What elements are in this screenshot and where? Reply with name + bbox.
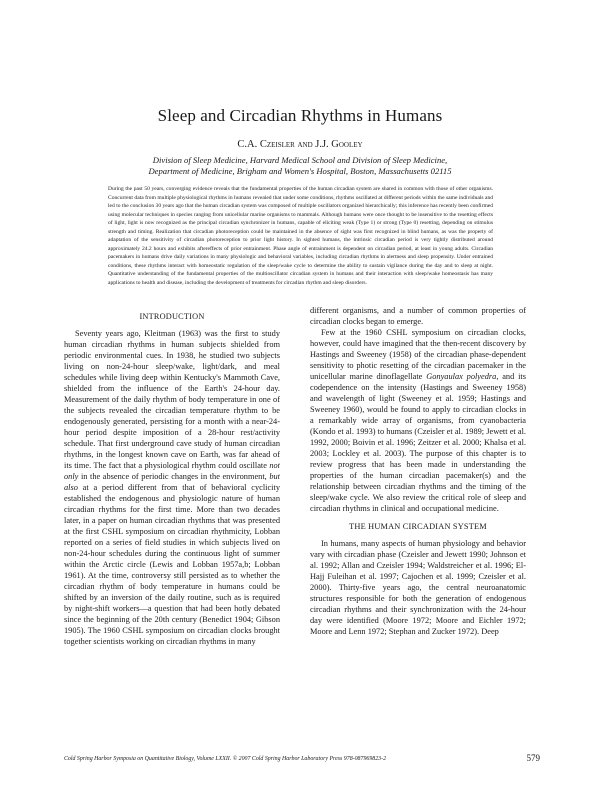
intro-text-a: Seventy years ago, Kleitman (1963) was the first to study human circadian rhythms in human subjects shielded from periodic environmental cues. In 1938, he studied two subjects living on non-24-hour sleep/wake, light/dark, and meal schedules while living deep within Kentucky's Mammoth Cave, shielded from the influence of the Earth's 24-hour day. Measurement of the daily rhythm of body temperature in one of the subjects revealed the circadian temperature rhythm to be endogenously generated, persisting for a month with a near-24-hour period despite imposition of a 28-hour rest/activity schedule. That first underground cave study of human circadian rhythms, in the longest known cave on Earth, was far ahead of its time. The fact that a physiological rhythm could oscillate — [64, 329, 280, 471]
page-number: 579 — [526, 753, 540, 763]
introduction-heading: INTRODUCTION — [139, 312, 205, 321]
journal-footer: Cold Spring Harbor Symposia on Quantitative Biology, Volume LXXII. © 2007 Cold Spring Harbor Laboratory Press 978-087969823-2 — [64, 756, 387, 762]
intro-text-c: at a period different from that of behavioral cyclicity established the endogenous and physiologic nature of human circadian rhythms for the first time. More than two decades later, in a paper on human circadian rhythms that was presented at the first CSHL symposium on circadian rhythmicity, Lobban reported on a series of field studies in which subjects lived on non-24-hour schedules during the continuous light of summer within the Arctic circle (Lewis and Lobban 1957a,b; Lobban 1961). At the time, controversy still persisted as to whether the circadian rhythm of body temperature in humans could be shifted by an inversion of the daily routine, such as is required by night-shift workers—a question that had been hotly debated since the beginning of the 20th century (Benedict 1904; Gibson 1905). The 1960 CSHL symposium on circadian clocks brought together scientists working on circadian rhythms in many — [64, 483, 280, 647]
affiliation-line-1: Division of Sleep Medicine, Harvard Medical School and Division of Sleep Medicine, — [152, 155, 448, 165]
hastings-text-a: Few at the 1960 CSHL symposium on circadian clocks, however, could have imagined that the then-recent discovery by Hastings and Sweeney (1958) of the circadian phase-dependent sensitivity to photic resetting of the circadian pacemaker in the unicellular marine dinoflagellate — [310, 328, 526, 382]
species-name: Gonyaulax polyedra — [426, 372, 497, 382]
left-column — [64, 311, 280, 647]
intro-text-b: in the absence of periodic changes in the environment, — [78, 472, 270, 482]
affiliation-line-2: Department of Medicine, Brigham and Women's Hospital, Boston, Massachusetts 02115 — [148, 166, 452, 176]
intro-paragraph — [64, 328, 280, 647]
circadian-system-heading: THE HUMAN CIRCADIAN SYSTEM — [349, 522, 487, 532]
author-line: C.A. Czeisler and J.J. Gooley — [237, 139, 363, 150]
circadian-system-paragraph: In humans, many aspects of human physiology and behavior vary with circadian phase (Czeisler and Jewett 1990; Johnson et al. 1992; Allan and Czeisler 1994; Waldstreicher et al. 1996; El-Hajj Fuleihan et al. 1997; Cajochen et al. 1999; Czeisler et al. 2000). Thirty-five years ago, the central neuroanatomic structures responsible for both the generation of endogenous circadian rhythms and their synchronization with the 24-hour day were identified (Moore 1972; Moore and Eichler 1972; Moore and Lenn 1972; Stephan and Zucker 1972). Deep — [310, 539, 526, 637]
continued-paragraph: different organisms, and a number of common properties of circadian clocks began to emerge. — [310, 306, 526, 327]
hastings-text-b: , and its codependence on the intensity (Hastings and Sweeney 1958) and wavelength of light (Sweeney et al. 1959; Hastings and Sweeney 1960), would be found to apply to circadian clocks in a remarkably wide array of organisms, from cyanobacteria (Kondo et al. 1993) to humans (Czeisler et al. 1989; Jewett et al. 1992, 2000; Boivin et al. 1996; Zeitzer et al. 2000; Khalsa et al. 2003; Lockley et al. 2003). The purpose of this chapter is to review progress that has been made in understanding the properties of the human circadian pacemaker(s) and the relationship between circadian rhythms and the timing of the sleep/wake cycle. We also review the critical role of sleep and circadian rhythms in clinical and occupational medicine. — [310, 372, 526, 514]
hastings-paragraph — [310, 327, 526, 514]
intro-emphasis-not-only: not only — [64, 461, 280, 482]
right-column — [310, 305, 526, 637]
intro-emphasis-but-also: but also — [64, 472, 280, 493]
paper-title: Sleep and Circadian Rhythms in Humans — [157, 106, 443, 125]
abstract: During the past 50 years, converging evidence reveals that the fundamental properties of the human circadian system are shared in common with those of other organisms. Concurrent data from multiple physiological rhythms in humans revealed that under some conditions, rhythms oscillated at different periods within the same individuals and led to the conclusion 30 years ago that the human circadian system was composed of multiple oscillators organized hierarchically; this inference has recently been confirmed using molecular techniques in species ranging from unicellular marine organisms to mammals. Although humans were once thought to be insensitive to the resetting effects of light, light is now recognized as the principal circadian synchronizer in humans, capable of eliciting weak (Type 1) or strong (Type 0) resetting, depending on stimulus strength and timing. Realization that circadian photoreception could be maintained in the absence of sight was first recognized in blind humans, as was the property of adaptation of the sensitivity of circadian photoreception to prior light history. In sighted humans, the intrinsic circadian period is very tightly distributed around approximately 24.2 hours and exhibits aftereffects of prior entrainment. Phase angle of entrainment is dependent on circadian period, at least in young adults. Circadian pacemakers in humans drive daily variations in many physiologic and behavioral variables, including circadian rhythms in alertness and sleep propensity. Under entrained conditions, these rhythms interact with homeostatic regulation of the sleep/wake cycle to determine the ability to sustain vigilance during the day and to sleep at night. Quantitative understanding of the fundamental properties of the multioscillator circadian system in humans and their interaction with sleep/wake homeostasis has many applications to health and disease, including the development of treatments for circadian rhythm and sleep disorders. — [108, 186, 493, 287]
